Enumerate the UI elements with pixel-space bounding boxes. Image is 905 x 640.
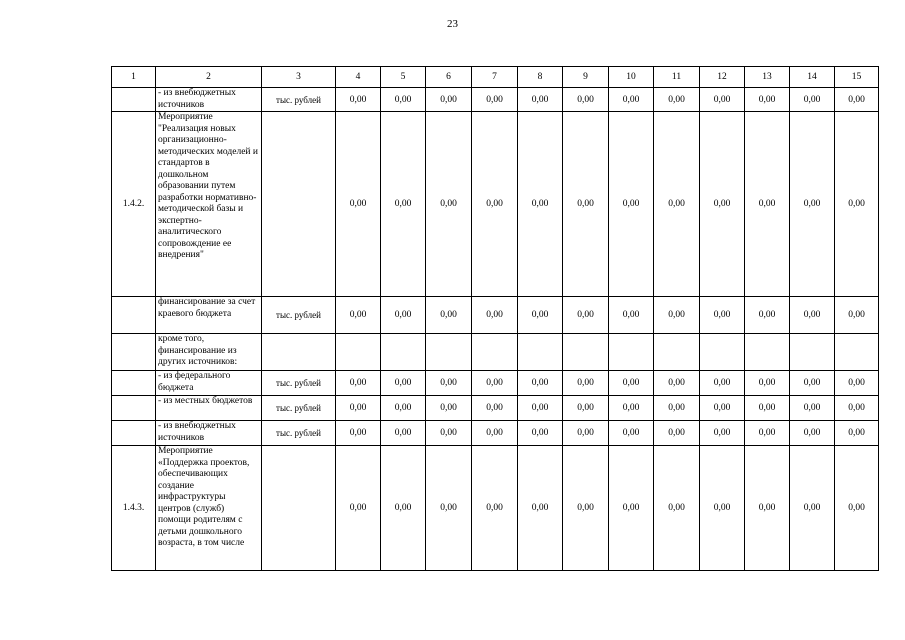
value-cell: 0,00	[654, 371, 700, 396]
row-index	[112, 371, 156, 396]
column-header: 7	[472, 67, 518, 88]
value-cell: 0,00	[472, 112, 518, 297]
row-unit	[262, 446, 336, 571]
row-name: Мероприятие «Поддержка проектов, обеспечивающих создание инфраструктуры центров (служб) помощи родителям с детьми дошкольного возраста, в том числе	[156, 446, 262, 571]
value-cell: 0,00	[700, 112, 745, 297]
value-cell: 0,00	[472, 371, 518, 396]
column-header: 3	[262, 67, 336, 88]
value-cell: 0,00	[518, 421, 563, 446]
value-cell: 0,00	[426, 88, 472, 112]
value-cell: 0,00	[426, 421, 472, 446]
row-unit	[262, 334, 336, 371]
value-cell	[518, 334, 563, 371]
row-name: кроме того, финансирование из других источников:	[156, 334, 262, 371]
value-cell: 0,00	[336, 446, 381, 571]
value-cell: 0,00	[518, 446, 563, 571]
value-cell: 0,00	[700, 371, 745, 396]
value-cell: 0,00	[790, 421, 835, 446]
value-cell: 0,00	[336, 88, 381, 112]
table-row	[112, 371, 879, 396]
table-row	[112, 421, 879, 446]
column-header: 1	[112, 67, 156, 88]
value-cell: 0,00	[472, 396, 518, 421]
value-cell: 0,00	[563, 88, 609, 112]
value-cell	[745, 334, 790, 371]
column-header: 13	[745, 67, 790, 88]
column-header: 2	[156, 67, 262, 88]
value-cell: 0,00	[835, 396, 879, 421]
value-cell: 0,00	[745, 446, 790, 571]
column-header: 6	[426, 67, 472, 88]
value-cell: 0,00	[426, 446, 472, 571]
row-unit: тыс. рублей	[262, 421, 336, 446]
value-cell: 0,00	[426, 112, 472, 297]
value-cell: 0,00	[381, 396, 426, 421]
table-row	[112, 297, 879, 334]
budget-table	[111, 66, 879, 571]
column-header: 4	[336, 67, 381, 88]
value-cell: 0,00	[745, 421, 790, 446]
value-cell: 0,00	[518, 297, 563, 334]
value-cell: 0,00	[563, 421, 609, 446]
value-cell: 0,00	[745, 88, 790, 112]
value-cell	[700, 334, 745, 371]
row-name: финансирование за счет краевого бюджета	[156, 297, 262, 334]
value-cell: 0,00	[426, 396, 472, 421]
column-header: 5	[381, 67, 426, 88]
value-cell: 0,00	[609, 297, 654, 334]
value-cell	[790, 334, 835, 371]
value-cell: 0,00	[609, 396, 654, 421]
value-cell: 0,00	[609, 421, 654, 446]
value-cell: 0,00	[609, 371, 654, 396]
header-row	[112, 67, 879, 88]
row-unit: тыс. рублей	[262, 371, 336, 396]
column-header: 11	[654, 67, 700, 88]
row-unit: тыс. рублей	[262, 396, 336, 421]
value-cell: 0,00	[381, 88, 426, 112]
table-row	[112, 334, 879, 371]
value-cell: 0,00	[563, 396, 609, 421]
value-cell: 0,00	[790, 446, 835, 571]
row-index	[112, 421, 156, 446]
value-cell: 0,00	[336, 371, 381, 396]
table-row	[112, 88, 879, 112]
value-cell: 0,00	[790, 112, 835, 297]
row-unit: тыс. рублей	[262, 88, 336, 112]
value-cell: 0,00	[790, 88, 835, 112]
table-row	[112, 396, 879, 421]
column-header: 9	[563, 67, 609, 88]
value-cell: 0,00	[745, 396, 790, 421]
value-cell: 0,00	[654, 297, 700, 334]
column-header: 14	[790, 67, 835, 88]
row-name: Мероприятие "Реализация новых организационно-методических моделей и стандартов в дошкольном образовании путем разработки нормативно-методической базы и экспертно-аналитического сопровождение ее внедрения"	[156, 112, 262, 297]
value-cell: 0,00	[745, 371, 790, 396]
value-cell: 0,00	[336, 396, 381, 421]
row-index: 1.4.3.	[112, 446, 156, 571]
value-cell: 0,00	[472, 421, 518, 446]
value-cell: 0,00	[426, 297, 472, 334]
value-cell: 0,00	[654, 88, 700, 112]
value-cell: 0,00	[790, 297, 835, 334]
value-cell: 0,00	[654, 446, 700, 571]
row-name: - из федерального бюджета	[156, 371, 262, 396]
value-cell: 0,00	[472, 297, 518, 334]
page-number: 23	[447, 18, 458, 30]
value-cell	[609, 334, 654, 371]
value-cell: 0,00	[700, 88, 745, 112]
column-header: 12	[700, 67, 745, 88]
value-cell: 0,00	[381, 371, 426, 396]
value-cell: 0,00	[700, 446, 745, 571]
value-cell: 0,00	[381, 421, 426, 446]
value-cell: 0,00	[654, 396, 700, 421]
value-cell: 0,00	[790, 396, 835, 421]
column-header: 15	[835, 67, 879, 88]
row-index	[112, 334, 156, 371]
row-index: 1.4.2.	[112, 112, 156, 297]
value-cell	[426, 334, 472, 371]
value-cell	[336, 334, 381, 371]
value-cell: 0,00	[835, 112, 879, 297]
value-cell: 0,00	[609, 112, 654, 297]
value-cell: 0,00	[472, 446, 518, 571]
value-cell: 0,00	[745, 297, 790, 334]
table-row	[112, 446, 879, 571]
value-cell: 0,00	[654, 112, 700, 297]
value-cell: 0,00	[381, 112, 426, 297]
value-cell: 0,00	[426, 371, 472, 396]
value-cell: 0,00	[472, 88, 518, 112]
row-index	[112, 396, 156, 421]
row-index	[112, 88, 156, 112]
value-cell: 0,00	[563, 297, 609, 334]
row-name: - из местных бюджетов	[156, 396, 262, 421]
value-cell: 0,00	[745, 112, 790, 297]
row-index	[112, 297, 156, 334]
value-cell	[654, 334, 700, 371]
row-name: - из внебюджетных источников	[156, 88, 262, 112]
value-cell: 0,00	[336, 112, 381, 297]
value-cell: 0,00	[381, 297, 426, 334]
value-cell: 0,00	[700, 297, 745, 334]
value-cell: 0,00	[609, 88, 654, 112]
value-cell: 0,00	[381, 446, 426, 571]
value-cell: 0,00	[563, 446, 609, 571]
column-header: 10	[609, 67, 654, 88]
value-cell	[381, 334, 426, 371]
row-name: - из внебюджетных источников	[156, 421, 262, 446]
value-cell: 0,00	[700, 396, 745, 421]
value-cell	[472, 334, 518, 371]
value-cell: 0,00	[835, 421, 879, 446]
value-cell: 0,00	[790, 371, 835, 396]
row-unit: тыс. рублей	[262, 297, 336, 334]
value-cell: 0,00	[609, 446, 654, 571]
table-row	[112, 112, 879, 297]
value-cell: 0,00	[518, 88, 563, 112]
value-cell: 0,00	[336, 421, 381, 446]
column-header: 8	[518, 67, 563, 88]
value-cell: 0,00	[518, 396, 563, 421]
value-cell: 0,00	[518, 112, 563, 297]
value-cell: 0,00	[835, 88, 879, 112]
value-cell: 0,00	[835, 371, 879, 396]
value-cell: 0,00	[563, 112, 609, 297]
value-cell: 0,00	[563, 371, 609, 396]
value-cell: 0,00	[518, 371, 563, 396]
value-cell: 0,00	[835, 297, 879, 334]
value-cell: 0,00	[835, 446, 879, 571]
value-cell	[563, 334, 609, 371]
value-cell: 0,00	[654, 421, 700, 446]
value-cell: 0,00	[336, 297, 381, 334]
value-cell	[835, 334, 879, 371]
row-unit	[262, 112, 336, 297]
value-cell: 0,00	[700, 421, 745, 446]
